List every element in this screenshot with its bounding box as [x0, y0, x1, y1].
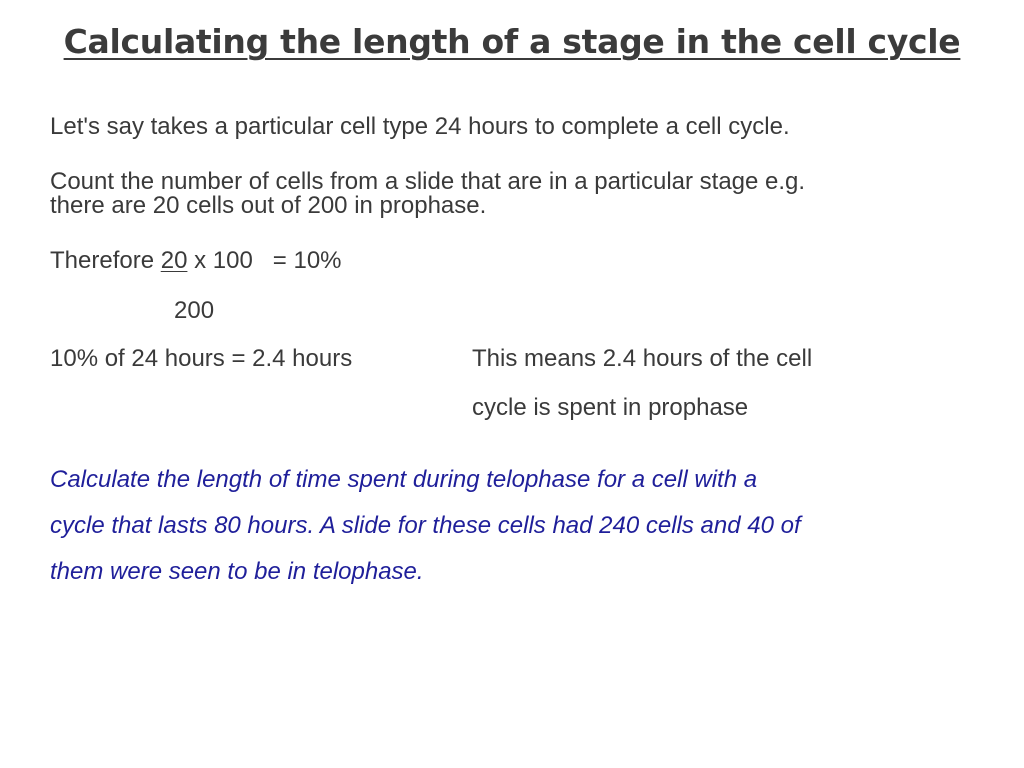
- meaning-text-line-1: This means 2.4 hours of the cell: [472, 345, 813, 372]
- question-line-3: them were seen to be in telophase.: [50, 558, 424, 585]
- fraction-denominator: 200: [174, 297, 215, 324]
- therefore-suffix: x 100 = 10%: [187, 247, 342, 274]
- intro-text: Let's say takes a particular cell type 24 hours to complete a cell cycle.: [50, 113, 790, 140]
- slide-title: Calculating the length of a stage in the cell cycle: [63, 22, 961, 61]
- meaning-text-line-2: cycle is spent in prophase: [472, 394, 749, 421]
- count-text-line-2: there are 20 cells out of 200 in prophase.: [50, 192, 487, 219]
- count-paragraph: [50, 170, 805, 218]
- therefore-equation: [50, 248, 342, 274]
- percent-result: 10% of 24 hours = 2.4 hours: [50, 345, 353, 372]
- question-line-2: cycle that lasts 80 hours. A slide for these cells had 240 cells and 40 of: [50, 512, 801, 539]
- count-text-line-1: Count the number of cells from a slide that are in a particular stage e.g.: [50, 168, 806, 195]
- question-line-1: Calculate the length of time spent during telophase for a cell with a: [50, 466, 758, 493]
- fraction-numerator: 20: [160, 247, 188, 274]
- therefore-prefix: Therefore: [50, 247, 161, 274]
